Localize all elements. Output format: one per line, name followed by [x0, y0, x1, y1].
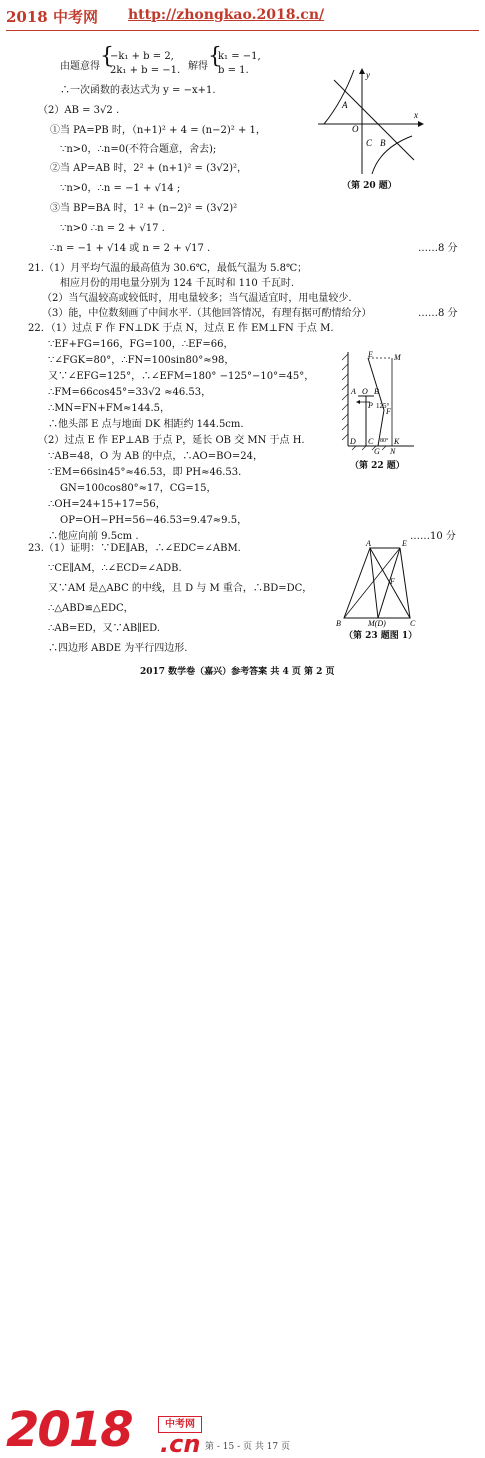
y-axis-arrow-icon	[359, 68, 365, 74]
q22-line3: ∵∠FGK=80°，∴FN=100sin80°≈98，	[48, 355, 235, 366]
q20-line10: ∴n = −1 + √14 或 n = 2 + √17 .	[50, 243, 211, 254]
hyperbola-branch-lower	[372, 136, 412, 174]
label-A: A	[342, 100, 348, 110]
q22-line11: GN=100cos80°≈17，CG=15，	[60, 483, 217, 494]
q23-triangle-figure	[334, 538, 420, 628]
label-K: K	[394, 437, 400, 446]
q21-line1: 21.（1）月平均气温的最高值为 30.6℃，最低气温为 5.8℃；	[28, 263, 308, 274]
q22-line8: （2）过点 E 作 EP⊥AB 于点 P，延长 OB 交 MN 于点 H.	[38, 435, 305, 446]
page-footer-line: 2017 数学卷（嘉兴）参考答案 共 4 页 第 2 页	[140, 667, 335, 677]
q21-score: ……8 分	[418, 308, 458, 319]
q23-line4: ∴△ABD≌△EDC，	[48, 603, 134, 614]
q20-line5: ∵n>0，∴n=0(不符合题意，舍去);	[60, 144, 217, 155]
linear-function-line	[334, 80, 414, 160]
label-80deg: 80°	[380, 438, 389, 444]
q20-given-label: 由题意得	[60, 61, 100, 72]
q22-score: ……10 分	[410, 531, 456, 542]
q22-line4: 又∵∠EFG=125°，∴∠EFM=180° −125°−10°=45°，	[48, 371, 315, 382]
q20-line2: ∴一次函数的表达式为 y = −x+1.	[60, 85, 216, 96]
median-AM	[370, 548, 378, 618]
logo-2018: 2018	[6, 1402, 132, 1458]
label-B: B	[380, 138, 386, 148]
ground-hatch	[352, 446, 386, 450]
q23-figure-caption: （第 23 题图 1）	[344, 631, 418, 641]
arrow-left-icon	[356, 400, 360, 404]
label-G: G	[374, 447, 380, 456]
wall-hatch	[342, 354, 348, 440]
q23-line5: ∴AB=ED，又∵AB∥ED.	[48, 623, 160, 634]
segment-ED	[378, 548, 400, 618]
q20-sol2: b = 1.	[218, 65, 249, 76]
label-x: x	[414, 110, 418, 120]
q21-line3: （2）当气温较高或较低时，用电量较多；当气温适宜时，用电量较少.	[42, 293, 352, 304]
footer-branding	[0, 690, 485, 1458]
x-axis-arrow-icon	[418, 121, 424, 127]
q21-line2: 相应月份的用电量分别为 124 千瓦时和 110 千瓦时.	[60, 278, 295, 289]
q22-chair-figure	[340, 350, 420, 456]
q22-line6: ∴MN=FN+FM≈144.5，	[48, 403, 170, 414]
q20-eq2: 2k₁ + b = −1.	[110, 65, 181, 76]
page-number: 第 - 15 - 页 共 17 页	[205, 1442, 291, 1452]
site-title: 2018 中考网	[6, 8, 98, 26]
q20-line6: ②当 AP=AB 时，2² + (n+1)² = (3√2)²，	[50, 163, 248, 174]
q20-line8: ③当 BP=BA 时，1² + (n−2)² = (3√2)²	[50, 203, 238, 214]
q20-line9: ∵n>0 ∴n = 2 + √17 .	[60, 223, 165, 234]
label-E: E	[402, 539, 407, 548]
q20-eq1: −k₁ + b = 2,	[110, 51, 174, 62]
q22-line1: 22．（1）过点 F 作 FN⊥DK 于点 N，过点 E 作 EM⊥FN 于点 M.	[28, 323, 334, 334]
q20-solve-label: 解得	[188, 61, 208, 72]
q20-brace-1: {	[100, 44, 114, 69]
label-B: B	[374, 387, 379, 396]
q22-line5: ∴FM=66cos45°=33√2 ≈46.53，	[48, 387, 212, 398]
site-header	[6, 6, 479, 28]
q23-line3: 又∵AM 是△ABC 的中线，且 D 与 M 重合，∴BD=DC，	[48, 583, 313, 594]
q22-line12: ∴OH=24+15+17=56，	[48, 499, 166, 510]
hyperbola-branch-upper	[324, 70, 354, 124]
logo-cn: .cn	[160, 1430, 201, 1458]
label-P: P	[368, 401, 373, 410]
q23-line2: ∵CE∥AM，∴∠ECD=∠ADB.	[48, 563, 182, 574]
q22-line14: ∴他应向前 9.5cm .	[48, 531, 139, 542]
q22-figure-caption: （第 22 题）	[350, 461, 405, 471]
label-C: C	[368, 437, 374, 446]
label-y: y	[366, 70, 370, 80]
q23-line1: 23.（1）证明：∵DE∥AB，∴∠EDC=∠ABM.	[28, 543, 241, 554]
label-O: O	[352, 124, 359, 134]
site-url-link[interactable]: http://zhongkao.2018.cn/	[128, 7, 325, 23]
q23-line6: ∴四边形 ABDE 为平行四边形.	[48, 643, 188, 654]
q20-graph-figure	[314, 66, 426, 178]
q20-line4: ①当 PA=PB 时，（n+1)² + 4 = (n−2)² + 1，	[50, 125, 266, 136]
q22-line7: ∴他头部 E 点与地面 DK 相距约 144.5cm.	[48, 419, 244, 430]
q21-line4: （3）能，中位数刻画了中间水平.（其他回答情况，有理有据可酌情给分）	[42, 308, 372, 319]
q20-brace-2: {	[208, 44, 222, 69]
label-M-D: M(D)	[368, 619, 386, 628]
q20-score: ……8 分	[418, 243, 458, 254]
logo-zhongkao-box: 中考网	[158, 1416, 202, 1433]
label-125deg: 125°	[376, 402, 390, 410]
label-C: C	[366, 138, 373, 148]
label-D: D	[350, 437, 356, 446]
label-A: A	[351, 387, 356, 396]
segment-EC	[400, 548, 410, 618]
q20-sol1: k₁ = −1,	[218, 51, 261, 62]
label-N: N	[390, 447, 396, 456]
label-C: C	[410, 619, 416, 628]
label-F: F	[386, 407, 391, 416]
q20-line7: ∵n>0，∴n = −1 + √14 ;	[60, 183, 181, 194]
q20-line3: （2）AB = 3√2 .	[38, 105, 120, 116]
q22-line10: ∵EM=66sin45°≈46.53，即 PH≈46.53.	[48, 467, 242, 478]
label-E: E	[368, 350, 373, 359]
q22-line9: ∵AB=48，O 为 AB 的中点，∴AO=BO=24，	[48, 451, 263, 462]
label-A: A	[366, 539, 371, 548]
q20-figure-caption: （第 20 题）	[342, 181, 397, 191]
header-divider	[6, 30, 479, 31]
label-O: O	[362, 387, 368, 396]
q22-line2: ∵EF+FG=166，FG=100，∴EF=66，	[48, 339, 234, 350]
label-F: F	[390, 577, 395, 586]
label-M: M	[394, 353, 401, 362]
label-B: B	[336, 619, 341, 628]
q22-line13: OP=OH−PH=56−46.53=9.47≈9.5，	[60, 515, 248, 526]
